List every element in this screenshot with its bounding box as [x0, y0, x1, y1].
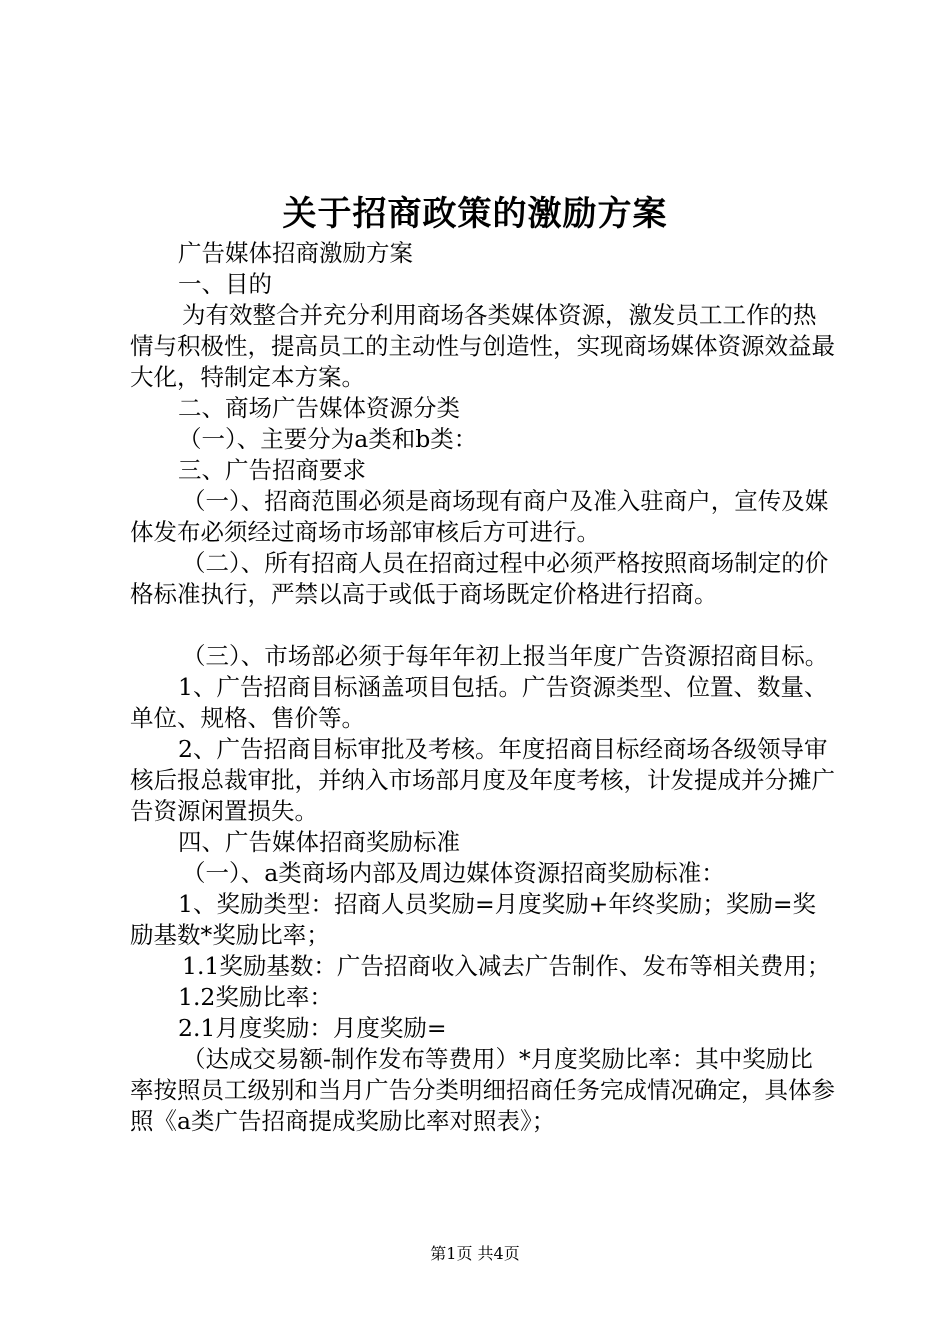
blank-line [130, 610, 835, 641]
paragraph: 一、目的 [178, 270, 272, 298]
paragraph: 1、奖励类型：招商人员奖励=月度奖励+年终奖励；奖励=奖励基数*奖励比率； [130, 890, 817, 949]
paragraph: （一）、a类商场内部及周边媒体资源招商奖励标准： [182, 859, 725, 887]
paragraph: （二）、所有招商人员在招商过程中必须严格按照商场制定的价格标准执行，严禁以高于或低于商场既定价格进行招商。 [130, 549, 829, 608]
paragraph: 二、商场广告媒体资源分类 [178, 394, 460, 422]
paragraph: 2.1月度奖励：月度奖励= [178, 1014, 447, 1042]
paragraph: 1.2奖励比率： [178, 983, 333, 1011]
document-body [130, 238, 835, 1137]
page-footer: 第1页 共4页 [430, 1244, 520, 1263]
paragraph: 三、广告招商要求 [178, 456, 366, 484]
paragraph: 1、广告招商目标涵盖项目包括。广告资源类型、位置、数量、单位、规格、售价等。 [130, 673, 828, 732]
paragraph: （一）、招商范围必须是商场现有商户及准入驻商户，宣传及媒体发布必须经过商场市场部审核后方可进行。 [130, 487, 829, 546]
paragraph: 四、广告媒体招商奖励标准 [178, 828, 460, 856]
paragraph: 1.1奖励基数：广告招商收入减去广告制作、发布等相关费用； [182, 952, 831, 980]
paragraph: 2、广告招商目标审批及考核。年度招商目标经商场各级领导审核后报总裁审批，并纳入市场部月度及年度考核，计发提成并分摊广告资源闲置损失。 [130, 735, 835, 825]
paragraph: （达成交易额-制作发布等费用）*月度奖励比率：其中奖励比率按照员工级别和当月广告分类明细招商任务完成情况确定，具体参照《a类广告招商提成奖励比率对照表》； [130, 1045, 835, 1135]
paragraph: 广告媒体招商激励方案 [178, 239, 413, 267]
document-title: 关于招商政策的激励方案 [282, 194, 668, 234]
paragraph: （三）、市场部必须于每年年初上报当年度广告资源招商目标。 [182, 642, 829, 670]
paragraph: （一）、主要分为a类和b类： [178, 425, 478, 453]
paragraph: 为有效整合并充分利用商场各类媒体资源，激发员工工作的热情与积极性，提高员工的主动性与创造性，实现商场媒体资源效益最大化，特制定本方案。 [130, 301, 835, 391]
